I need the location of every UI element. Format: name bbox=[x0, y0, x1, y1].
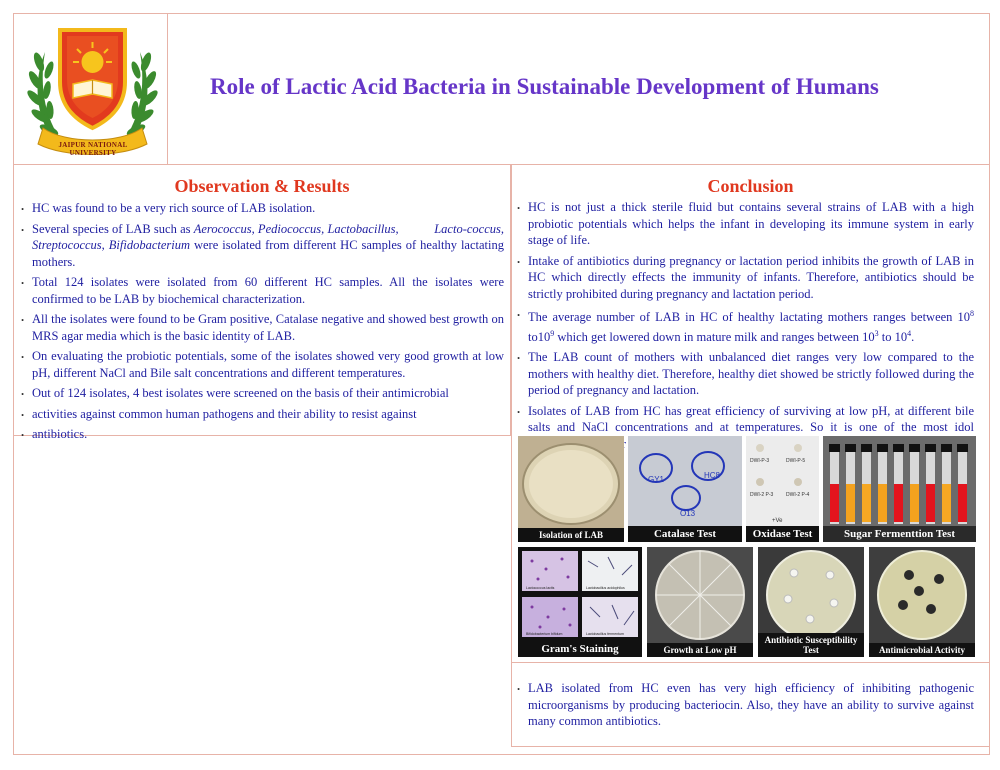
sugar-caption: Sugar Fermenttion Test bbox=[823, 526, 976, 542]
list-item: . The average number of LAB in HC of healthy lactating mothers ranges between $10^8$ $to10^9$ which get lowered down in mature milk and ranges between $10^3$ to $10^4$. bbox=[514, 306, 974, 345]
list-item: . Isolates of LAB from HC has great efficiency of surviving at low pH, at different bile salts and NaCl concentrations and at temperatures. So it is one of the most idol bbox=[514, 403, 974, 453]
conclusion-heading: Conclusion bbox=[707, 176, 794, 196]
segmented-plate-icon bbox=[647, 547, 753, 657]
oxidase-photo bbox=[746, 436, 819, 542]
catalase-label: HC8 bbox=[704, 471, 721, 480]
list-item: . Several species of LAB such as Aerococcus, Pediococcus, Lactobacillus, Lacto-coccus, Streptococcus, Bifidobacterium were isolated from different HC samples of healthy lactating mothers. bbox=[18, 221, 504, 271]
gram-label: Lactococcus lactis bbox=[526, 586, 555, 590]
list-item: . Total 124 isolates were isolated from 60 different HC samples. All the isolates were confirmed to be LAB by biochemical characterization. bbox=[18, 274, 504, 307]
lowph-caption: Growth at Low pH bbox=[647, 643, 753, 657]
oxidase-label: DWI-P-5 bbox=[786, 458, 806, 464]
oxidase-label: DWI-2 P-4 bbox=[786, 492, 810, 498]
list-item: . activities against common human pathogens and their ability to resist against bbox=[18, 406, 504, 423]
gram-photo bbox=[518, 547, 642, 657]
list-item: . LAB isolated from HC even has very high efficiency of inhibiting pathogenic microorganisms by producing bacteriocin. Also, they have an ability to survive against many common antibiotics. bbox=[514, 680, 974, 730]
observation-list bbox=[18, 200, 504, 447]
lowph-photo bbox=[647, 547, 753, 657]
gram-label: Lactobacillus fermentum bbox=[586, 632, 624, 636]
observation-heading: Observation & Results bbox=[174, 176, 350, 196]
logo-divider bbox=[167, 13, 168, 164]
list-item: . On evaluating the probiotic potentials, some of the isolates showed very good growth at low pH, different NaCl and Bile salt concentrations and different temperatures. bbox=[18, 348, 504, 381]
sugar-photo bbox=[823, 436, 976, 542]
figure-divider bbox=[511, 662, 990, 663]
page-title: Role of Lactic Acid Bacteria in Sustainable Development of Humans bbox=[210, 74, 879, 99]
gram-caption: Gram's Staining bbox=[518, 641, 642, 657]
gram-label: Lactobacillus acidophilus bbox=[586, 586, 625, 590]
antimicrobial-plate-icon bbox=[869, 547, 975, 657]
catalase-label: GY1 bbox=[648, 475, 665, 484]
oxidase-label: +Ve bbox=[772, 518, 783, 524]
list-item: . antibiotics. bbox=[18, 426, 504, 443]
conclusion-final-list bbox=[514, 680, 974, 734]
isolation-photo bbox=[518, 436, 624, 542]
list-item: . Out of 124 isolates, 4 best isolates were screened on the basis of their antimicrobial bbox=[18, 385, 504, 402]
gram-label: Bifidobacterium bifidum bbox=[526, 632, 563, 636]
antimicrobial-photo bbox=[869, 547, 975, 657]
antibiotic-caption: Antibiotic Susceptibility Test bbox=[758, 633, 864, 657]
list-item: . The LAB count of mothers with unbalanced diet ranges very low compared to the mothers with healthy diet. Therefore, healthy diet showed be strictly followed during the period of pregnancy and lactation. bbox=[514, 349, 974, 399]
isolation-caption: Isolation of LAB bbox=[518, 528, 624, 542]
oxidase-caption: Oxidase Test bbox=[746, 526, 819, 542]
catalase-photo bbox=[628, 436, 742, 542]
university-logo bbox=[25, 22, 160, 159]
catalase-label: O13 bbox=[680, 509, 696, 518]
list-item: . HC is not just a thick sterile fluid but contains several strains of LAB with a high probiotic potentials which helps the infant in developing its immune system in early stage of life. bbox=[514, 199, 974, 249]
petri-dish-icon bbox=[518, 436, 624, 542]
list-item: . Intake of antibiotics during pregnancy or lactation period inhibits the growth of LAB in HC which directly effects the immunity of infants. Therefore, antibiotics should be strictly prohibited during pregnancy and lactation period. bbox=[514, 253, 974, 303]
conclusion-list bbox=[514, 199, 974, 456]
logo-ribbon-text: JAIPUR NATIONAL UNIVERSITY bbox=[58, 141, 128, 157]
catalase-caption: Catalase Test bbox=[628, 526, 742, 542]
oxidase-label: DWI-P-3 bbox=[750, 458, 770, 464]
list-item: . All the isolates were found to be Gram positive, Catalase negative and showed best growth on MRS agar media which is the basic identity of LAB. bbox=[18, 311, 504, 344]
oxidase-label: DWI-2 P-3 bbox=[750, 492, 774, 498]
antimicrobial-caption: Antimicrobial Activity bbox=[869, 643, 975, 657]
antibiotic-photo bbox=[758, 547, 864, 657]
list-item: . HC was found to be a very rich source of LAB isolation. bbox=[18, 200, 504, 217]
